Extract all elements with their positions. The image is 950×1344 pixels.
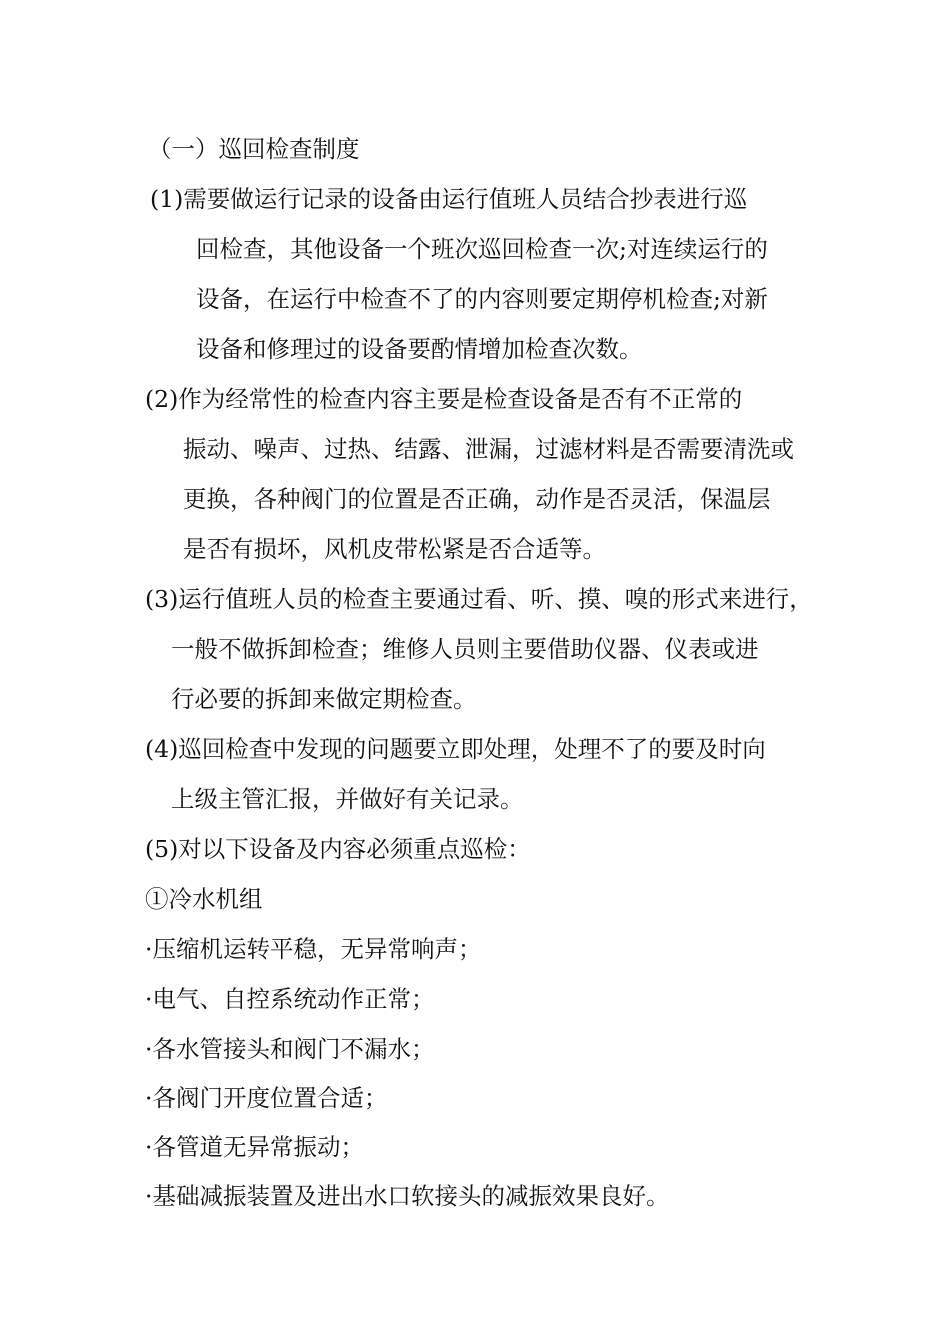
item-4-line-1: (4)巡回检查中发现的问题要立即处理，处理不了的要及时向 (145, 735, 766, 763)
item-3-line-3: 行必要的拆卸来做定期检查。 (171, 685, 477, 713)
list-item: ·各管道无异常振动； (145, 1133, 364, 1161)
list-item: ·各阀门开度位置合适； (145, 1084, 388, 1112)
item-3-line-1: (3)运行值班人员的检查主要通过看、听、摸、嗅的形式来进行， (145, 585, 813, 613)
item-1-line-4: 设备和修理过的设备要酌情增加检查次数。 (196, 335, 643, 363)
item-3-line-2: 一般不做拆卸检查；维修人员则主要借助仪器、仪表或进 (171, 635, 759, 663)
item-5-line-1: (5)对以下设备及内容必须重点巡检： (145, 835, 531, 863)
item-2-line-4: 是否有损坏，风机皮带松紧是否合适等。 (183, 535, 606, 563)
item-2-line-3: 更换，各种阀门的位置是否正确，动作是否灵活，保温层 (183, 485, 771, 513)
list-item: ·各水管接头和阀门不漏水； (145, 1035, 435, 1063)
list-item: ·电气、自控系统动作正常； (145, 985, 435, 1013)
item-2-line-1: (2)作为经常性的检查内容主要是检查设备是否有不正常的 (145, 385, 743, 413)
item-1-line-2: 回检查，其他设备一个班次巡回检查一次;对连续运行的 (196, 235, 768, 263)
item-1-line-1: (1)需要做运行记录的设备由运行值班人员结合抄表进行巡 (150, 185, 748, 213)
list-item: ·基础减振装置及进出水口软接头的减振效果良好。 (145, 1182, 670, 1210)
item-1-line-3: 设备，在运行中检查不了的内容则要定期停机检查;对新 (196, 285, 768, 313)
section-title: （一）巡回检查制度 (148, 135, 360, 163)
item-2-line-2: 振动、噪声、过热、结露、泄漏，过滤材料是否需要清洗或 (183, 435, 794, 463)
subsection-title: ①冷水机组 (145, 885, 263, 913)
list-item: ·压缩机运转平稳，无异常响声； (145, 935, 482, 963)
item-4-line-2: 上级主管汇报，并做好有关记录。 (171, 785, 524, 813)
